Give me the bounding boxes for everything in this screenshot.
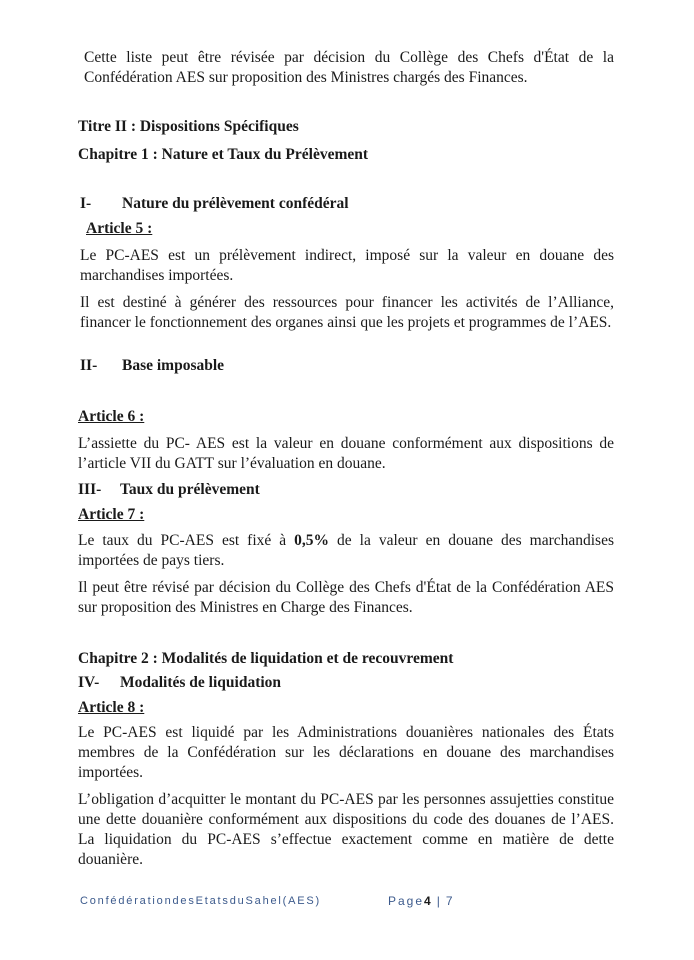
article-8-heading: Article 8 :: [78, 699, 145, 716]
section-2-heading: [80, 357, 224, 375]
section-1-title: Nature du prélèvement confédéral: [122, 195, 349, 212]
article-8-paragraph-2: L’obligation d’acquitter le montant du PC-AES par les personnes assujetties constitue une dette douanière conformément aux dispositions du code des douanes de l’AES. La liquidation du PC-AES s’effectue exactement comme en matière de dette douanière.: [78, 791, 614, 868]
section-3-number: III-: [78, 481, 102, 498]
chapitre-2-heading: Chapitre 2 : Modalités de liquidation et de recouvrement: [78, 650, 454, 667]
article-7-rate: 0,5%: [294, 532, 330, 549]
article-5-paragraph-1: Le PC-AES est un prélèvement indirect, imposé sur la valeur en douane des marchandises importées.: [80, 247, 614, 284]
page-current: 4: [424, 894, 433, 908]
page-total: 7: [445, 894, 455, 908]
article-7-paragraph-1: [78, 531, 614, 571]
intro-paragraph: Cette liste peut être révisée par décision du Collège des Chefs d'État de la Confédération AES sur proposition des Ministres chargés des Finances.: [84, 49, 614, 86]
section-2-title: Base imposable: [122, 357, 225, 374]
section-3-heading: [78, 481, 260, 499]
section-4-title: Modalités de liquidation: [120, 674, 282, 691]
article-6-paragraph-1: L’assiette du PC- AES est la valeur en douane conformément aux dispositions de l’article VII du GATT sur l’évaluation en douane.: [78, 435, 614, 472]
section-3-title: Taux du prélèvement: [120, 481, 260, 498]
article-5-heading: Article 5 :: [86, 220, 153, 237]
section-4-heading: [78, 674, 281, 692]
footer-organization: ConfédérationdesEtatsduSahel(AES): [80, 895, 322, 907]
article-5-paragraph-2: Il est destiné à générer des ressources pour financer les activités de l’Alliance, financer le fonctionnement des organes ainsi que les projets et programmes de l’AES.: [80, 294, 614, 331]
section-1-heading: [80, 195, 349, 213]
titre-heading: Titre II : Dispositions Spécifiques: [78, 118, 299, 135]
article-7-text-after: de la valeur en douane des marchandises importées de pays tiers.: [78, 532, 614, 569]
section-2-number: II-: [80, 357, 98, 374]
article-6-heading: Article 6 :: [78, 408, 145, 425]
section-1-number: I-: [80, 195, 92, 212]
section-4-number: IV-: [78, 674, 100, 691]
page-label: Page: [388, 894, 425, 908]
article-8-paragraph-1: Le PC-AES est liquidé par les Administrations douanières nationales des États membres de la Confédération sur les déclarations en douane des marchandises importées.: [78, 724, 614, 781]
article-7-paragraph-2: Il peut être révisé par décision du Collège des Chefs d'État de la Confédération AES sur proposition des Ministres en Charge des Finances.: [78, 579, 614, 616]
article-7-text-before: Le taux du PC-AES est fixé à: [78, 532, 295, 549]
page-number: [388, 894, 455, 908]
chapitre-1-heading: Chapitre 1 : Nature et Taux du Prélèvement: [78, 146, 369, 163]
page-separator: |: [436, 894, 442, 908]
article-7-heading: Article 7 :: [78, 506, 145, 523]
